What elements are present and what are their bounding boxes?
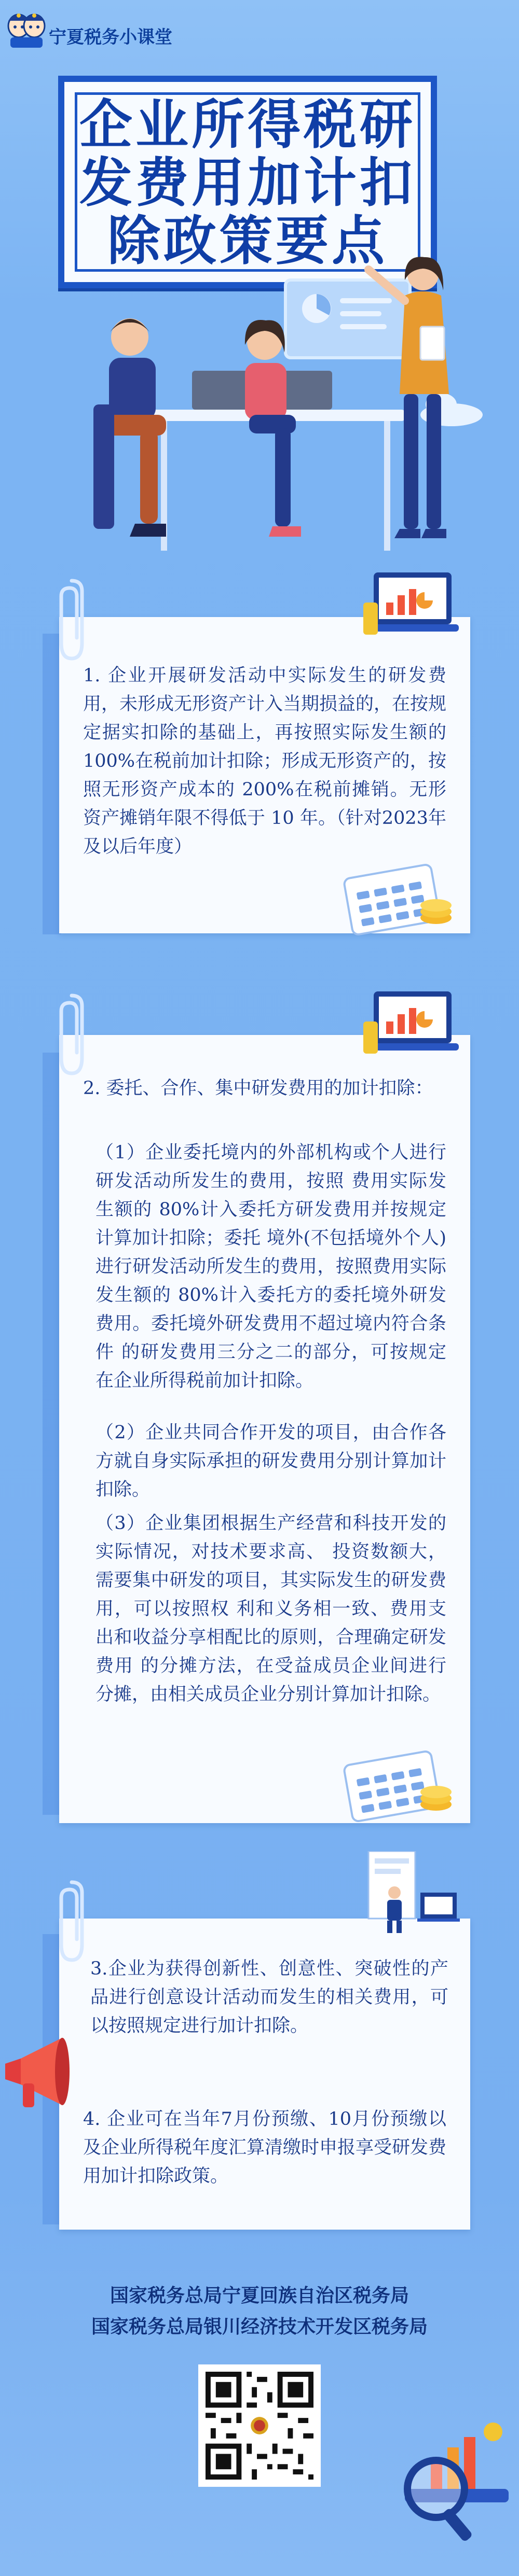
section2-heading: 2. 委托、合作、集中研发费用的加计扣除： bbox=[83, 1078, 433, 1099]
footer-org-2: 国家税务总局银川经济技术开发区税务局 bbox=[91, 2316, 428, 2337]
laptop-chart-icon bbox=[363, 985, 462, 1063]
presenter-board-icon bbox=[363, 1851, 462, 1934]
brand-header bbox=[7, 7, 194, 51]
office-meeting-illustration bbox=[78, 249, 493, 560]
footer-org-1: 国家税务总局宁夏回族自治区税务局 bbox=[110, 2285, 409, 2306]
title-line-3: 除政策要点 bbox=[107, 211, 388, 272]
card-shadow-strip bbox=[43, 634, 61, 934]
qr-code-pattern bbox=[206, 2372, 313, 2480]
section3-item-3: 3.企业为获得创新性、创意性、突破性的产品进行创意设计活动而发生的相关费用，可以按照规定进行加计扣除。 bbox=[90, 1958, 448, 2036]
paperclip-icon bbox=[55, 990, 88, 1079]
cartoon-tax-officers-icon bbox=[7, 7, 46, 51]
section2-item-3: （3）企业集团根据生产经营和科技开发的实际情况，对技术要求高、 投资数额大，需要集中研发的项目，其实际发生的研发费用，可以按照权 利和义务相一致、费用支出和收益分享相配比的原则，合理确定研发费用 的分摊方法，在受益成员企业间进行分摊，由相关成员企业分别计算加计扣除。 bbox=[95, 1513, 446, 1705]
title-line-1: 企业所得税研 bbox=[79, 94, 416, 156]
policy-card-3 bbox=[59, 1919, 470, 2230]
paperclip-icon bbox=[55, 576, 88, 664]
section2-item-2: （2）企业共同合作开发的项目，由合作各方就自身实际承担的研发费用分别计算加计扣除。 bbox=[95, 1422, 446, 1500]
card-shadow-strip bbox=[43, 1053, 61, 1815]
qr-code[interactable] bbox=[198, 2364, 321, 2487]
brand-name: 宁夏税务小课堂 bbox=[49, 27, 172, 48]
section2-item-1: （1）企业委托境内的外部机构或个人进行研发活动所发生的费用，按照 费用实际发生额的 80%计入委托方研发费用并按规定计算加计扣除；委托 境外(不包括境外个人)进行研发活动所发生的费用，按照费用实际发生额的 80%计入委托方的委托境外研发费用。委托境外研发费用不超过境内符合条 件 的研发费用三分之二的部分，可按规定在企业所得税前加计扣除。 bbox=[95, 1142, 446, 1391]
calculator-coins-icon bbox=[332, 861, 467, 949]
calculator-coins-icon bbox=[332, 1747, 467, 1836]
section3-item-4: 4. 企业可在当年7月份预缴、10月份预缴以及企业所得税年度汇算清缴时申报享受研发费用加计扣除政策。 bbox=[83, 2109, 447, 2187]
laptop-chart-icon bbox=[363, 566, 462, 644]
section1-text: 1. 企业开展研发活动中实际发生的研发费用，未形成无形资产计入当期损益的，在按规定据实扣除的基础上，再按照实际发生额的100%在税前加计扣除；形成无形资产的，按照无形资产成本的 200%在税前摊销。无形资产摊销年限不得低于 10 年。（针对2023年及以后年度） bbox=[83, 665, 447, 857]
policy-card-2 bbox=[59, 1035, 470, 1823]
magnifier-chart-icon bbox=[400, 2411, 514, 2546]
megaphone-icon bbox=[0, 2027, 78, 2110]
paperclip-icon bbox=[55, 1877, 88, 1965]
title-line-2: 发费用加计扣 bbox=[79, 152, 416, 214]
